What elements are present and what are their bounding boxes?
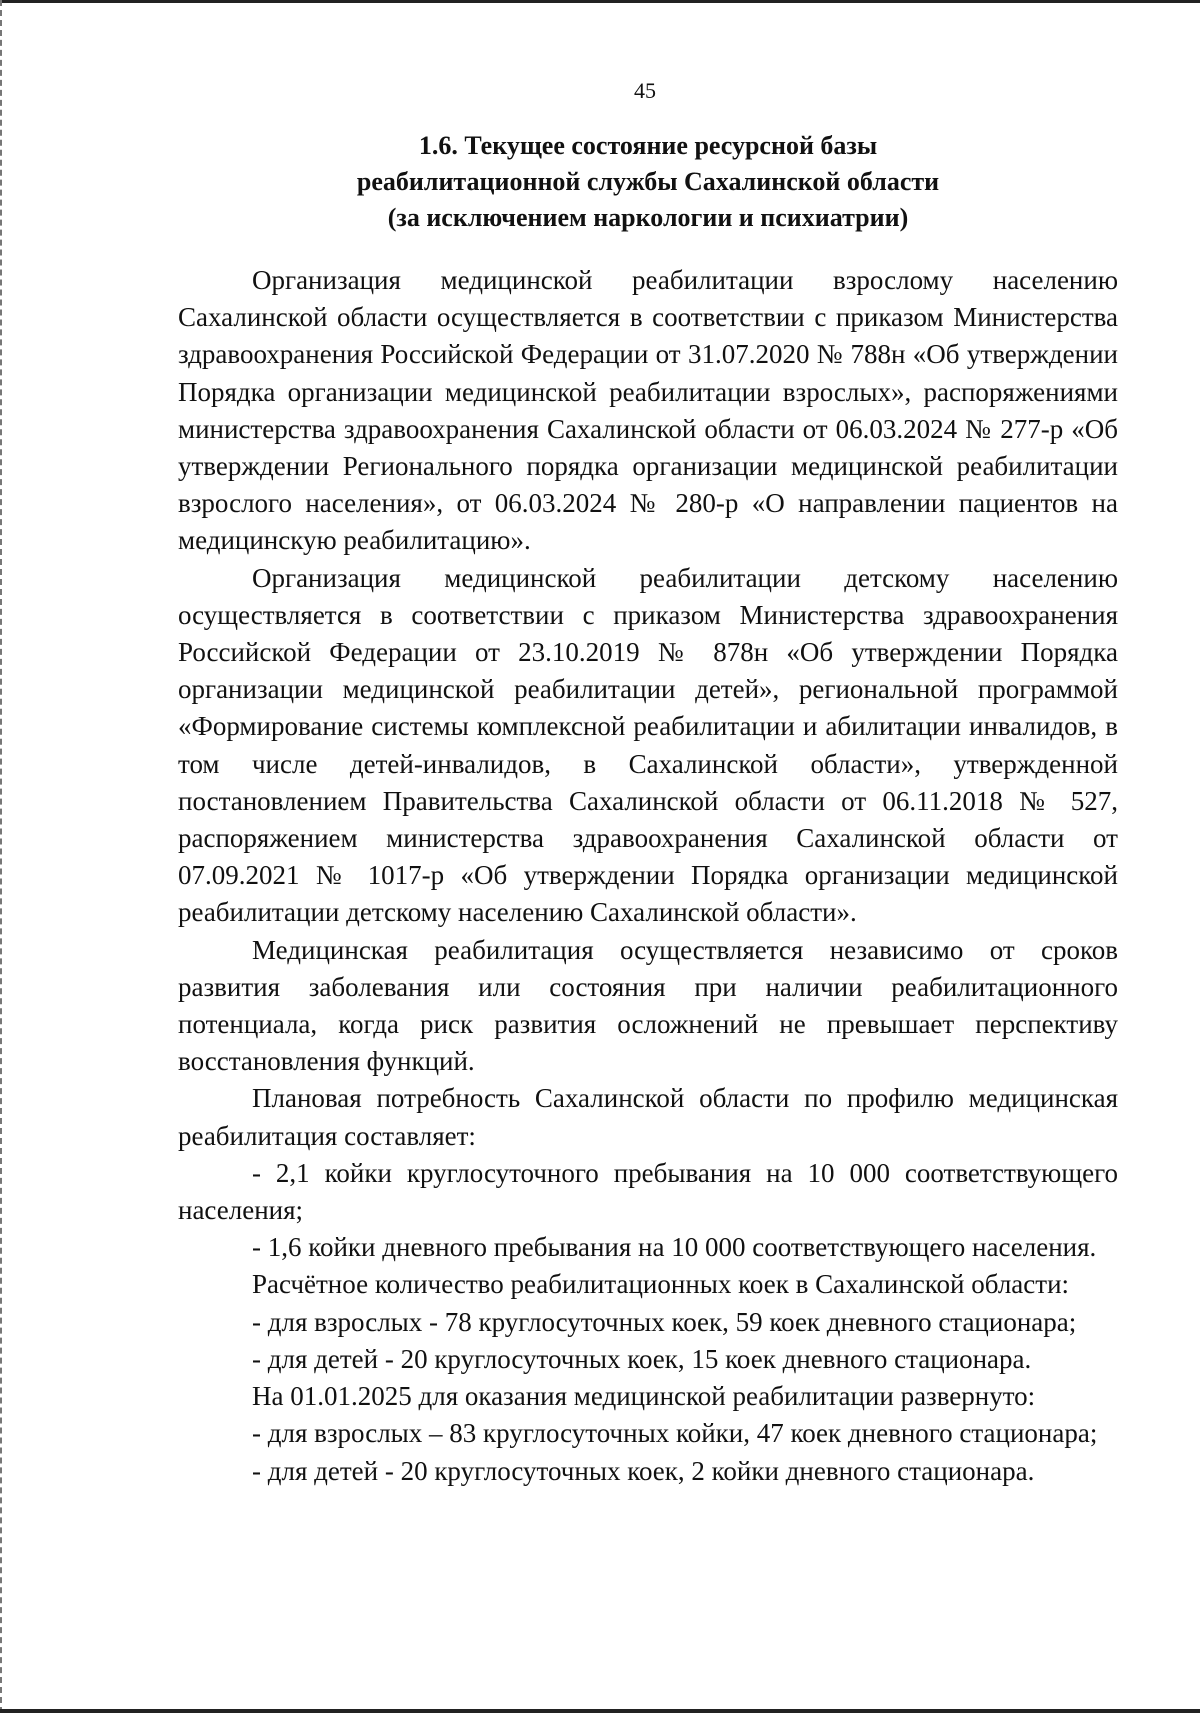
line-deployed-children: - для детей - 20 круглосуточных коек, 2 койки дневного стационара. — [252, 1455, 1035, 1486]
line-deployed-header: На 01.01.2025 для оказания медицинской реабилитации развернуто: — [252, 1381, 1036, 1412]
line-deployed-adults: - для взрослых – 83 круглосуточных койки, 47 коек дневного стационара; — [252, 1418, 1098, 1449]
paragraph-child-rehab-order: Организация медицинской реабилитации детскому населению осуществляется в соответствии с приказом Министерства здравоохранения Российской Федерации от 23.10.2019 № 878н «Об утверждении Порядка организации медицинской реабилитации детей», региональной программой «Формирование системы комплексной реабилитации и абилитации инвалидов, в том числе детей-инвалидов, в Сахалинской области», утвержденной постановлением Правительства Сахалинской области от 06.11.2018 № 527, распоряжением министерства здравоохранения Сахалинской области от 07.09.2021 № 1017-р «Об утверждении Порядка организации медицинской реабилитации детскому населению Сахалинской области». — [178, 562, 1118, 928]
heading-line-1: 1.6. Текущее состояние ресурсной базы — [418, 131, 878, 160]
scan-border-bottom — [0, 1709, 1200, 1713]
line-calculated-beds: Расчётное количество реабилитационных коек в Сахалинской области: — [252, 1269, 1070, 1300]
scan-edge-left — [0, 0, 5, 1713]
line-calculated-adults: - для взрослых - 78 круглосуточных коек, 59 коек дневного стационара; — [252, 1306, 1077, 1337]
paragraph-round-clock-beds-norm: - 2,1 койки круглосуточного пребывания на 10 000 соответствующего населения; — [178, 1157, 1118, 1226]
paragraph-day-beds-norm: - 1,6 койки дневного пребывания на 10 000 соответствующего населения. — [252, 1232, 1097, 1263]
heading-line-2: реабилитационной службы Сахалинской области — [356, 167, 940, 196]
heading-line-3: (за исключением наркологии и психиатрии) — [387, 203, 909, 232]
paragraph-adult-rehab-order: Организация медицинской реабилитации взрослому населению Сахалинской области осуществляется в соответствии с приказом Министерства здравоохранения Российской Федерации от 31.07.2020 № 788н «Об утверждении Порядка организации медицинской реабилитации взрослых», распоряжениями министерства здравоохранения Сахалинской области от 06.03.2024 № 277-р «Об утверждении Регионального порядка организации медицинской реабилитации взрослого населения», от 06.03.2024 № 280-р «О направлении пациентов на медицинскую реабилитацию». — [178, 265, 1118, 556]
paragraph-planned-need: Плановая потребность Сахалинской области по профилю медицинская реабилитация составляет: — [178, 1083, 1118, 1151]
page-number: 45 — [634, 78, 656, 103]
body-text — [178, 262, 1118, 1490]
section-heading — [178, 128, 1118, 236]
paragraph-rehab-conditions: Медицинская реабилитация осуществляется независимо от сроков развития заболевания или состояния при наличии реабилитационного потенциала, когда риск развития осложнений не превышает перспективу восстановления функций. — [178, 934, 1118, 1077]
scan-border-top — [0, 0, 1200, 3]
line-calculated-children: - для детей - 20 круглосуточных коек, 15 коек дневного стационара. — [252, 1343, 1032, 1374]
